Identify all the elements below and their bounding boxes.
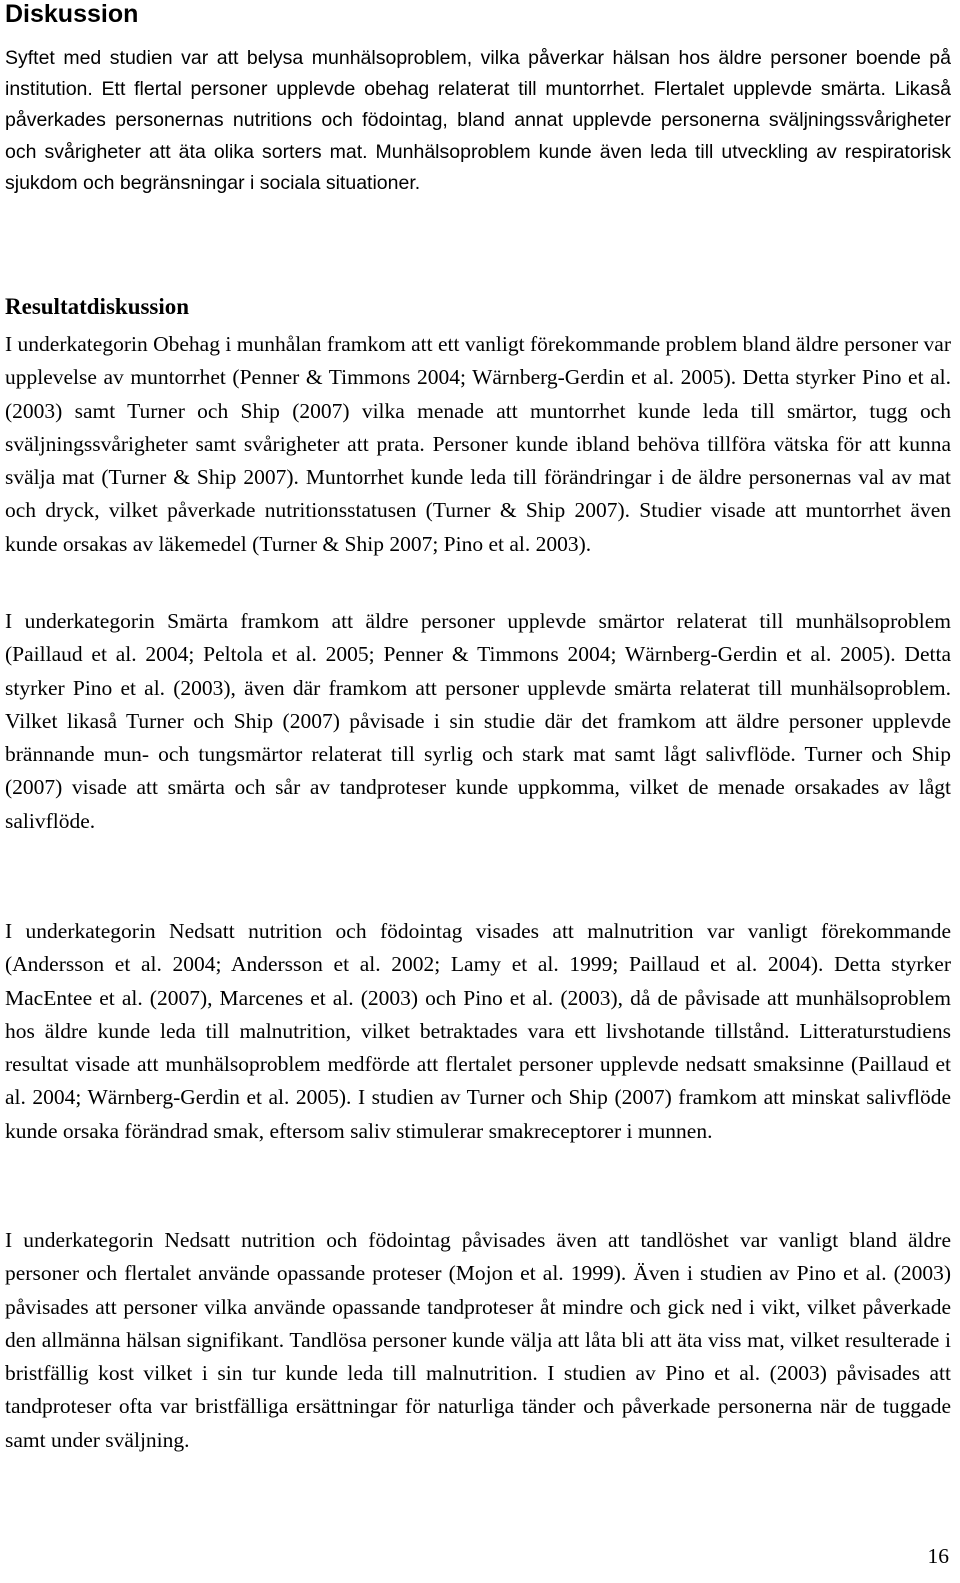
- section-heading: Resultatdiskussion: [5, 294, 190, 319]
- paragraph-nutrition: I underkategorin Nedsatt nutrition och födointag visades att malnutrition var vanligt förekommande (Andersson et al. 2004; Andersson et al. 2002; Lamy et al. 1999; Paillaud et al. 2004). Detta styrker MacEntee et al. (2007), Marcenes et al. (2003) och Pino et al. (2003), då de påvisade att munhälsoproblem hos äldre kunde leda till malnutrition, vilket betraktades vara ett livshotande tillstånd. Litteraturstudiens resultat visade att munhälsoproblem medförde att flertalet personer upplevde nedsatt smaksinne (Paillaud et al. 2004; Wärnberg-Gerdin et al. 2005). I studien av Turner och Ship (2007) framkom att minskat salivflöde kunde orsaka förändrad smak, eftersom saliv stimulerar smakreceptorer i munnen.: [5, 919, 951, 1143]
- paragraph-nutrition-proteser: I underkategorin Nedsatt nutrition och födointag påvisades även att tandlöshet var vanligt bland äldre personer och flertalet använde opassande proteser (Mojon et al. 1999). Även i studien av Pino et al. (2003) påvisades att personer vilka använde opassande tandproteser åt mindre och gick ned i vikt, vilket påverkade den allmänna hälsan signifikant. Tandlösa personer kunde välja att låta bli att äta viss mat, vilket resulterade i bristfällig kost vilket i sin tur kunde leda till malnutrition. I studien av Pino et al. (2003) påvisades att tandproteser ofta var bristfälliga ersättningar för naturliga tänder och påverkade personerna när de tuggade samt under sväljning.: [5, 1228, 951, 1452]
- page-title: Diskussion: [5, 0, 139, 28]
- paragraph-obehag: I underkategorin Obehag i munhålan framkom att ett vanligt förekommande problem bland äldre personer var upplevelse av muntorrhet (Penner & Timmons 2004; Wärnberg-Gerdin et al. 2005). Detta styrker Pino et al. (2003) samt Turner och Ship (2007) vilka menade att muntorrhet kunde leda till smärtor, tugg och sväljningssvårigheter samt svårigheter att prata. Personer kunde ibland behöva tillföra vätska för att kunna svälja mat (Turner & Ship 2007). Muntorrhet kunde leda till förändringar i de äldre personernas val av mat och dryck, vilket påverkade nutritionsstatusen (Turner & Ship 2007). Studier visade att muntorrhet även kunde orsakas av läkemedel (Turner & Ship 2007; Pino et al. 2003).: [5, 332, 951, 556]
- paragraph-smarta: I underkategorin Smärta framkom att äldre personer upplevde smärtor relaterat till munhälsoproblem (Paillaud et al. 2004; Peltola et al. 2005; Penner & Timmons 2004; Wärnberg-Gerdin et al. 2005). Detta styrker Pino et al. (2003), även där framkom att personer upplevde smärta relaterat till munhälsoproblem. Vilket likaså Turner och Ship (2007) påvisade i sin studie där det framkom att äldre personer upplevde brännande mun- och tungsmärtor relaterat till syrlig och stark mat samt lågt salivflöde. Turner och Ship (2007) visade att smärta och sår av tandproteser kunde uppkomma, vilket de menade orsakades av lågt salivflöde.: [5, 609, 951, 833]
- intro-paragraph: Syftet med studien var att belysa munhälsoproblem, vilka påverkar hälsan hos äldre personer boende på institution. Ett flertal personer upplevde obehag relaterat till muntorrhet. Flertalet upplevde smärta. Likaså påverkades personernas nutritions och födointag, bland annat upplevde personerna sväljningssvårigheter och svårigheter att äta olika sorters mat. Munhälsoproblem kunde även leda till utveckling av respiratorisk sjukdom och begränsningar i sociala situationer.: [5, 47, 951, 194]
- page-number: 16: [927, 1544, 949, 1568]
